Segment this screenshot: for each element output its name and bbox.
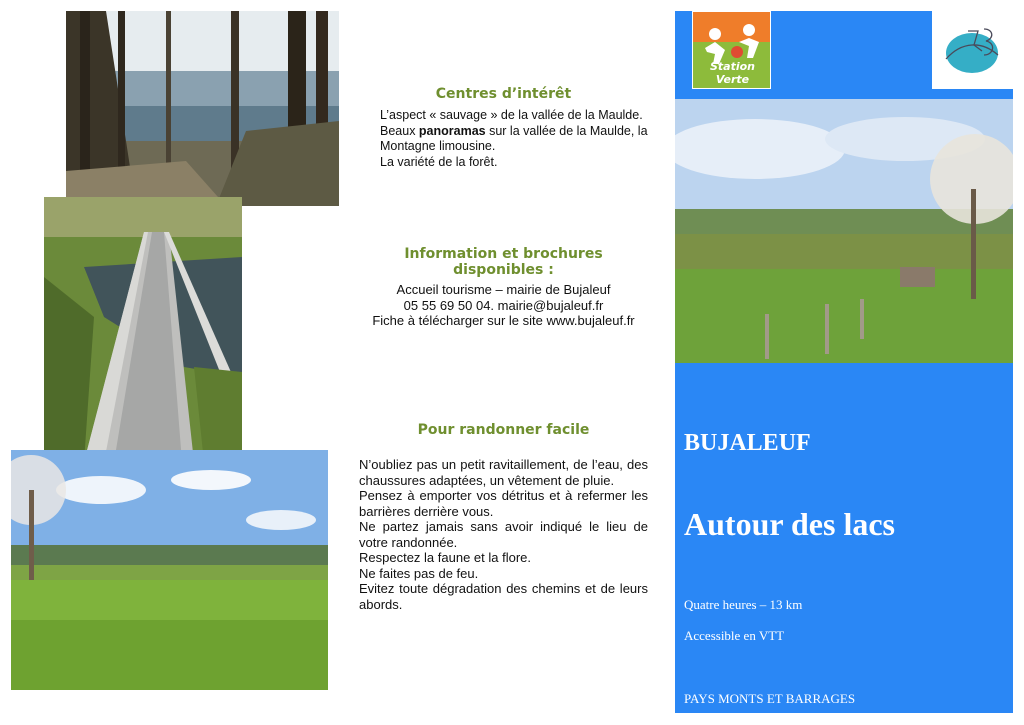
centres-line-2a: Beaux <box>380 123 419 138</box>
partner-logo <box>932 11 1013 89</box>
brochure-title: Autour des lacs <box>684 506 895 542</box>
forest-lake-photo <box>66 11 339 206</box>
centres-text <box>359 108 649 170</box>
randonner-line-5: Ne faites pas de feu. <box>359 565 479 581</box>
centres-line-3: La variété de la forêt. <box>380 154 498 169</box>
region-text: PAYS MONTS ET BARRAGES <box>684 691 856 706</box>
countryside-photo <box>675 99 1013 363</box>
centres-line-1: L’aspect « sauvage » de la vallée de la Maulde. <box>380 108 643 122</box>
centres-line-2b: sur la vallée de la Maulde, la Montagne limousine. <box>380 123 648 153</box>
randonner-line-4: Respectez la faune et la flore. <box>359 550 531 565</box>
info-line-2: 05 55 69 50 04. mairie@bujaleuf.fr <box>403 297 604 313</box>
randonner-text <box>359 457 648 612</box>
randonner-line-6: Evitez toute dégradation des chemins et de leurs abords. <box>359 581 648 612</box>
meadow-photo <box>11 450 328 690</box>
station-verte-label: Station Verte <box>709 60 756 86</box>
duration-text: Quatre heures – 13 km <box>684 597 803 612</box>
randonner-line-1: N’oubliez pas un petit ravitaillement, de l’eau, des chaussures adaptées, un vêtement de pluie. <box>359 457 648 488</box>
info-line-1: Accueil tourisme – mairie de Bujaleuf <box>396 282 611 297</box>
randonner-heading: Pour randonner facile <box>417 422 590 438</box>
panoramas-word: panoramas <box>418 123 486 138</box>
info-line-3: Fiche à télécharger sur le site www.bujaleuf.fr <box>372 313 635 328</box>
info-heading: Information et brochures disponibles : <box>404 246 603 278</box>
randonner-line-3: Ne partez jamais sans avoir indiqué le lieu de votre randonnée. <box>359 519 648 550</box>
randonner-line-2: Pensez à emporter vos détritus et à refermer les barrières derrière vous. <box>359 488 648 519</box>
centres-heading: Centres d’intérêt <box>435 86 572 102</box>
info-text <box>359 282 648 329</box>
town-name: BUJALEUF <box>684 430 811 456</box>
footbridge-photo <box>44 197 242 462</box>
vtt-text: Accessible en VTT <box>684 628 785 643</box>
station-verte-logo <box>692 11 771 89</box>
centres-line-2 <box>359 124 649 155</box>
